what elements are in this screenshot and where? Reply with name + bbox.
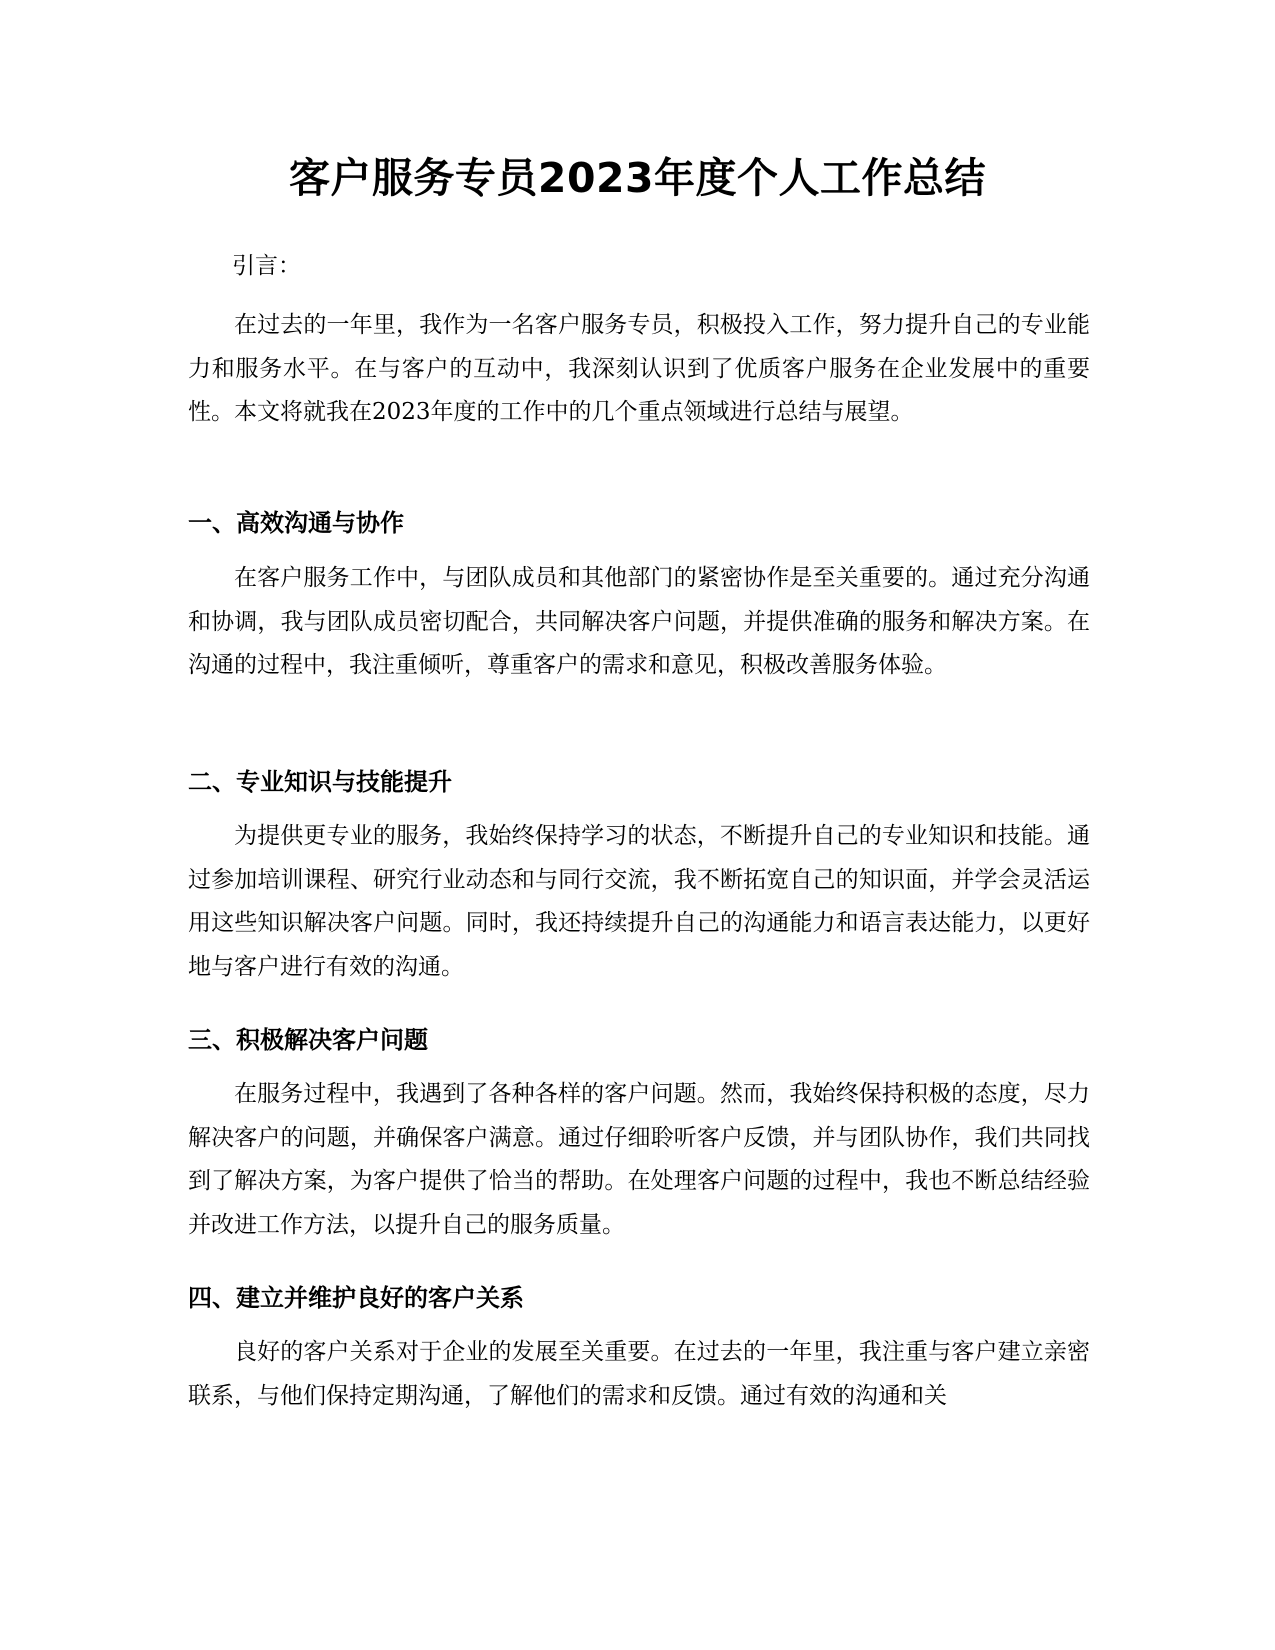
- intro-label: 引言：: [232, 253, 301, 279]
- section-paragraph-customer-relations: 良好的客户关系对于企业的发展至关重要。在过去的一年里，我注重与客户建立亲密联系，与他们保持定期沟通，了解他们的需求和反馈。通过有效的沟通和关: [188, 1339, 1090, 1409]
- section-paragraph-skills: 为提供更专业的服务，我始终保持学习的状态，不断提升自己的专业知识和技能。通过参加培训课程、研究行业动态和与同行交流，我不断拓宽自己的知识面，并学会灵活运用这些知识解决客户问题。同时，我还持续提升自己的沟通能力和语言表达能力，以更好地与客户进行有效的沟通。: [188, 823, 1090, 980]
- section-heading-communication: 一、高效沟通与协作: [188, 509, 404, 537]
- section-heading-problem-solving: 三、积极解决客户问题: [188, 1026, 428, 1054]
- section-heading-customer-relations: 四、建立并维护良好的客户关系: [188, 1284, 524, 1312]
- intro-paragraph: 在过去的一年里，我作为一名客户服务专员，积极投入工作，努力提升自己的专业能力和服务水平。在与客户的互动中，我深刻认识到了优质客户服务在企业发展中的重要性。本文将就我在2023年度的工作中的几个重点领域进行总结与展望。: [188, 312, 1090, 425]
- section-heading-skills: 二、专业知识与技能提升: [188, 768, 452, 796]
- document-title: 客户服务专员2023年度个人工作总结: [288, 154, 987, 202]
- section-paragraph-problem-solving: 在服务过程中，我遇到了各种各样的客户问题。然而，我始终保持积极的态度，尽力解决客户的问题，并确保客户满意。通过仔细聆听客户反馈，并与团队协作，我们共同找到了解决方案，为客户提供了恰当的帮助。在处理客户问题的过程中，我也不断总结经验并改进工作方法，以提升自己的服务质量。: [188, 1081, 1090, 1238]
- section-paragraph-communication: 在客户服务工作中，与团队成员和其他部门的紧密协作是至关重要的。通过充分沟通和协调，我与团队成员密切配合，共同解决客户问题，并提供准确的服务和解决方案。在沟通的过程中，我注重倾听，尊重客户的需求和意见，积极改善服务体验。: [188, 565, 1090, 678]
